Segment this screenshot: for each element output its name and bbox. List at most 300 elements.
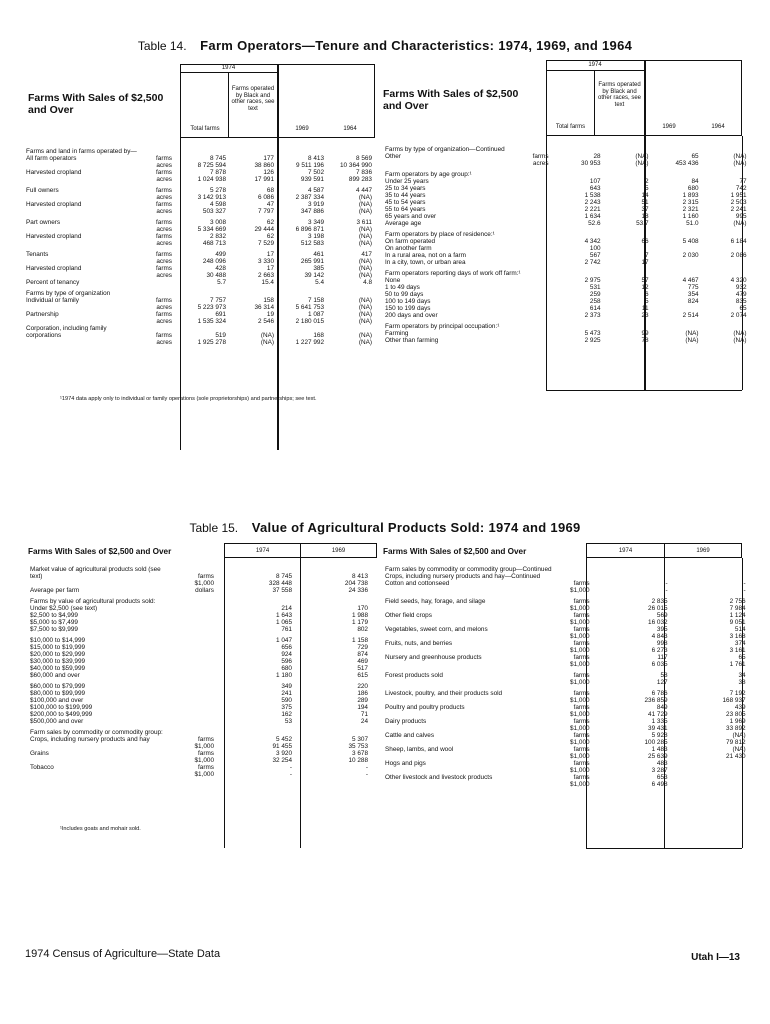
row-unit: farms xyxy=(573,690,590,697)
t14-left-table xyxy=(24,148,374,346)
row-unit xyxy=(554,566,594,573)
cell-value: 8 569 xyxy=(356,155,372,162)
row-label: Percent of tenancy xyxy=(26,279,80,286)
row-unit xyxy=(523,206,553,213)
row-unit xyxy=(523,270,553,277)
row-unit: $1,000 xyxy=(570,587,590,594)
row-unit: farms xyxy=(573,732,590,739)
row-label: Harvested cropland xyxy=(26,201,82,208)
cell-value: 6 896 871 xyxy=(295,226,324,233)
cell-value: 8 745 xyxy=(276,573,292,580)
page-footer-title: 1974 Census of Agriculture—State Data xyxy=(25,948,221,960)
cell-value: 3 168 xyxy=(729,633,746,640)
cell-value: 483 xyxy=(656,760,668,767)
table-14-title xyxy=(0,38,770,53)
cell-value: 66 xyxy=(641,238,649,245)
cell-value: 37 xyxy=(641,206,649,213)
cell-value: 4 320 xyxy=(730,277,747,284)
row-unit: $1,000 xyxy=(570,753,590,760)
cell-value xyxy=(603,231,651,238)
table-row xyxy=(383,330,749,337)
cell-value xyxy=(553,270,603,277)
row-label: $5,000 to $7,499 xyxy=(30,619,78,626)
row-label: Dairy products xyxy=(385,718,427,725)
table-row xyxy=(24,258,374,265)
cell-value: 7 192 xyxy=(729,690,746,697)
row-unit: farms xyxy=(573,760,590,767)
row-unit: farms xyxy=(156,169,172,176)
cell-value: 79 812 xyxy=(726,739,746,746)
cell-value: (NA) xyxy=(358,339,372,346)
cell-value: 7 878 xyxy=(210,169,226,176)
cell-value: 41 729 xyxy=(648,711,668,718)
table-row xyxy=(28,612,370,619)
cell-value xyxy=(651,171,701,178)
row-unit: $1,000 xyxy=(570,661,590,668)
table-row xyxy=(28,658,370,665)
cell-value: 3 330 xyxy=(258,258,274,265)
table-row xyxy=(383,605,748,612)
cell-value: 3 919 xyxy=(308,201,324,208)
row-label: Other than farming xyxy=(385,337,439,344)
cell-value: 596 xyxy=(281,658,292,665)
table-row xyxy=(24,155,374,162)
cell-value: 53 xyxy=(284,718,292,725)
t15-right-col-1974: 1974 xyxy=(618,548,633,554)
table-row xyxy=(28,651,370,658)
row-unit: acres xyxy=(156,339,172,346)
row-unit xyxy=(178,612,218,619)
row-label: On another farm xyxy=(385,245,432,252)
row-unit xyxy=(554,573,594,580)
cell-value: (NA) xyxy=(358,332,372,339)
row-unit xyxy=(523,337,553,344)
row-label: text) xyxy=(30,573,43,580)
row-label xyxy=(28,757,178,764)
row-label: $15,000 to $19,999 xyxy=(30,644,86,651)
table-row xyxy=(383,640,748,647)
cell-value: 590 xyxy=(281,697,292,704)
row-label xyxy=(24,304,142,311)
row-label: $40,000 to $59,999 xyxy=(30,665,86,672)
cell-value: 162 xyxy=(281,711,292,718)
table-row xyxy=(24,311,374,318)
row-label: Field seeds, hay, forage, and silage xyxy=(385,598,486,605)
cell-value: 186 xyxy=(357,690,368,697)
row-label: $100,000 and over xyxy=(30,697,84,704)
cell-value: 939 591 xyxy=(300,176,324,183)
cell-value: 2 221 xyxy=(584,206,601,213)
row-unit xyxy=(523,305,553,312)
row-unit: $1,000 xyxy=(570,633,590,640)
table-row xyxy=(24,201,374,208)
row-unit: $1,000 xyxy=(570,739,590,746)
table-row xyxy=(24,339,374,346)
cell-value: 117 xyxy=(657,654,668,661)
cell-value: 567 xyxy=(589,252,601,259)
row-label xyxy=(383,711,554,718)
row-unit xyxy=(178,690,218,697)
cell-value: 1 643 xyxy=(276,612,292,619)
cell-value: 998 xyxy=(656,640,668,647)
row-label: Grains xyxy=(30,750,49,757)
cell-value: 65 xyxy=(738,654,746,661)
row-unit: acres xyxy=(156,240,172,247)
row-label: Vegetables, sweet corn, and melons xyxy=(385,626,488,633)
table-14-heading: Farm Operators—Tenure and Characteristics: 1974, 1969, and 1964 xyxy=(200,38,633,53)
row-label: In a city, town, or urban area xyxy=(385,259,466,266)
row-label: Market value of agricultural products sold (see xyxy=(30,566,161,573)
cell-value: 15.4 xyxy=(261,279,274,286)
table-row xyxy=(383,337,749,344)
t14-footnote: ¹1974 data apply only to individual or family operations (sole proprietorships) and partnerships; see text. xyxy=(60,396,317,402)
table-row xyxy=(28,573,370,580)
table-row xyxy=(383,718,748,725)
row-label xyxy=(28,771,178,778)
table-row xyxy=(383,774,748,781)
cell-value: 36 314 xyxy=(254,304,274,311)
table-row xyxy=(383,739,748,746)
row-label: $30,000 to $39,999 xyxy=(30,658,86,665)
cell-value: 5 307 xyxy=(352,736,368,743)
cell-value: 742 xyxy=(735,185,747,192)
cell-value: 2 835 xyxy=(651,598,668,605)
table-row xyxy=(383,298,749,305)
row-label: Farms by type of organization—Continued xyxy=(385,146,505,153)
cell-value: 374 xyxy=(734,640,746,647)
row-label: corporations xyxy=(26,332,62,339)
cell-value: 824 xyxy=(687,298,699,305)
cell-value: 7 529 xyxy=(258,240,274,247)
row-unit: farms xyxy=(573,654,590,661)
row-unit xyxy=(523,259,553,266)
row-unit: farms xyxy=(532,153,549,160)
row-unit: $1,000 xyxy=(570,619,590,626)
cell-value: 30 488 xyxy=(206,272,226,279)
cell-value: 2 180 015 xyxy=(295,318,324,325)
cell-value: 1 925 278 xyxy=(197,339,226,346)
cell-value: 2 086 xyxy=(730,252,747,259)
row-label xyxy=(383,725,554,732)
row-label xyxy=(383,633,554,640)
table-row xyxy=(28,690,370,697)
table-row xyxy=(28,644,370,651)
cell-value: 39 431 xyxy=(648,725,668,732)
row-unit: acres xyxy=(532,160,549,167)
row-label xyxy=(24,194,142,201)
table-row xyxy=(383,206,749,213)
cell-value: - xyxy=(365,764,368,771)
table-row xyxy=(383,580,748,587)
row-label: On farm operated xyxy=(385,238,436,245)
cell-value: 62 xyxy=(266,233,274,240)
row-label: Poultry and poultry products xyxy=(385,704,465,711)
cell-value: (NA) xyxy=(635,153,649,160)
cell-value: 761 xyxy=(281,626,292,633)
table-row xyxy=(28,566,370,573)
row-unit: farms xyxy=(156,265,172,272)
cell-value: 328 448 xyxy=(268,580,292,587)
row-unit xyxy=(523,245,553,252)
table-row xyxy=(383,672,748,679)
cell-value: 1 047 xyxy=(276,637,292,644)
cell-value: 5 408 xyxy=(682,238,699,245)
cell-value xyxy=(603,245,651,252)
table-row xyxy=(28,683,370,690)
cell-value: (NA) xyxy=(358,304,372,311)
cell-value: (NA) xyxy=(733,330,747,337)
table-row xyxy=(383,220,749,227)
cell-value xyxy=(603,270,651,277)
cell-value: 461 xyxy=(313,251,324,258)
cell-value: 643 xyxy=(589,185,601,192)
row-unit xyxy=(142,325,176,332)
row-unit xyxy=(178,683,218,690)
row-unit: $1,000 xyxy=(194,771,214,778)
cell-value: 2 387 334 xyxy=(295,194,324,201)
row-label xyxy=(383,697,554,704)
cell-value: 100 xyxy=(589,245,601,252)
table-row xyxy=(28,729,370,736)
table-row xyxy=(383,160,749,167)
cell-value: 1 087 xyxy=(308,311,324,318)
cell-value: 479 xyxy=(735,291,747,298)
cell-value: 9 051 xyxy=(729,619,746,626)
cell-value: 35 753 xyxy=(348,743,368,750)
cell-value xyxy=(176,325,228,332)
row-unit xyxy=(178,637,218,644)
cell-value: 802 xyxy=(357,626,368,633)
cell-value: 6 786 xyxy=(651,690,668,697)
cell-value: 468 713 xyxy=(202,240,226,247)
row-unit: $1,000 xyxy=(570,711,590,718)
cell-value xyxy=(176,290,228,297)
cell-value: 2 503 xyxy=(730,199,747,206)
cell-value: 615 xyxy=(357,672,368,679)
table-row xyxy=(28,580,370,587)
cell-value: 9 511 196 xyxy=(296,162,324,169)
cell-value: - xyxy=(289,764,292,771)
cell-value: 241 xyxy=(281,690,292,697)
cell-value: 14 xyxy=(641,192,649,199)
cell-value: 1 634 xyxy=(584,213,601,220)
row-label: 50 to 99 days xyxy=(385,291,424,298)
table-row xyxy=(28,672,370,679)
cell-value: 8 413 xyxy=(352,573,368,580)
row-label xyxy=(383,679,554,686)
row-unit xyxy=(523,252,553,259)
cell-value: 33 892 xyxy=(726,725,746,732)
cell-value xyxy=(228,290,276,297)
row-unit xyxy=(523,178,553,185)
cell-value: 4 467 xyxy=(682,277,699,284)
row-label: Farming xyxy=(385,330,409,337)
row-unit xyxy=(142,279,176,286)
cell-value: 6 498 xyxy=(651,781,668,788)
row-label: Part owners xyxy=(26,219,61,226)
row-label: Harvested cropland xyxy=(26,169,82,176)
table-row xyxy=(24,169,374,176)
row-label: Tobacco xyxy=(30,764,54,771)
table-row xyxy=(383,626,748,633)
row-unit: farms xyxy=(573,774,590,781)
cell-value: 517 xyxy=(357,665,368,672)
row-label: Crops, including nursery products and hay—Continued xyxy=(385,573,541,580)
row-unit: $1,000 xyxy=(570,679,590,686)
table-row xyxy=(28,637,370,644)
row-label xyxy=(383,767,554,774)
cell-value: 512 583 xyxy=(300,240,324,247)
cell-value: 5 xyxy=(645,298,649,305)
row-unit: $1,000 xyxy=(194,580,214,587)
cell-value: (NA) xyxy=(635,160,649,167)
row-unit: dollars xyxy=(195,587,214,594)
cell-value: (NA) xyxy=(733,220,747,227)
row-label: Harvested cropland xyxy=(26,265,82,272)
table-row xyxy=(383,767,748,774)
cell-value: (NA) xyxy=(358,272,372,279)
table-row xyxy=(383,566,748,573)
cell-value: 5.7 xyxy=(217,279,226,286)
row-label: 1 to 49 days xyxy=(385,284,420,291)
table-row xyxy=(24,176,374,183)
row-unit xyxy=(523,192,553,199)
row-unit xyxy=(178,665,218,672)
table-row xyxy=(24,279,374,286)
cell-value: (NA) xyxy=(732,746,746,753)
table-row xyxy=(28,718,370,725)
row-label: In a rural area, not on a farm xyxy=(385,252,466,259)
table-row xyxy=(383,146,749,153)
cell-value: 3 611 xyxy=(356,219,372,226)
row-label: $500,000 and over xyxy=(30,718,84,725)
cell-value xyxy=(670,781,748,788)
row-label: Farm sales by commodity or commodity group: xyxy=(30,729,163,736)
cell-value: 1 180 xyxy=(276,672,292,679)
table-row xyxy=(28,665,370,672)
cell-value: 194 xyxy=(357,704,368,711)
cell-value: 4 447 xyxy=(356,187,372,194)
row-label: Other field crops xyxy=(385,612,432,619)
cell-value: 21 430 xyxy=(726,753,746,760)
cell-value: 5 xyxy=(645,185,649,192)
cell-value: 39 142 xyxy=(304,272,324,279)
row-unit: acres xyxy=(156,258,172,265)
row-label: Farms by type of organization xyxy=(26,290,111,297)
table-row xyxy=(383,291,749,298)
cell-value: 614 xyxy=(589,305,601,312)
row-label xyxy=(24,272,142,279)
table-row xyxy=(28,743,370,750)
cell-value xyxy=(276,325,326,332)
cell-value: 924 xyxy=(281,651,292,658)
table-row xyxy=(383,679,748,686)
cell-value: 680 xyxy=(281,665,292,672)
cell-value: 849 xyxy=(656,704,668,711)
cell-value: 3 142 913 xyxy=(197,194,226,201)
row-label: All farm operators xyxy=(26,155,77,162)
cell-value: 4 342 xyxy=(584,238,601,245)
cell-value: (NA) xyxy=(358,240,372,247)
t14-right-col-1964: 1964 xyxy=(711,124,725,130)
cell-value xyxy=(701,231,749,238)
row-label xyxy=(24,176,142,183)
cell-value: 71 xyxy=(360,711,368,718)
cell-value xyxy=(670,767,748,774)
row-label: $60,000 to $79,999 xyxy=(30,683,86,690)
row-unit: farms xyxy=(198,736,214,743)
cell-value xyxy=(651,146,701,153)
row-unit xyxy=(523,238,553,245)
table-row xyxy=(383,284,749,291)
cell-value: 4 587 xyxy=(308,187,324,194)
row-unit xyxy=(178,697,218,704)
cell-value xyxy=(701,245,749,252)
t15-left-table xyxy=(28,566,370,778)
row-unit xyxy=(523,171,553,178)
cell-value: 2 975 xyxy=(584,277,601,284)
cell-value: 3 198 xyxy=(308,233,324,240)
cell-value xyxy=(594,573,670,580)
cell-value: 932 xyxy=(735,284,747,291)
t14-right-heading: Farms With Sales of $2,500 and Over xyxy=(383,88,519,112)
row-label: Forest products sold xyxy=(385,672,443,679)
cell-value: 53.7 xyxy=(636,220,649,227)
cell-value: 3 287 xyxy=(651,767,668,774)
cell-value: 1 227 992 xyxy=(295,339,324,346)
row-label: Farms and land in farms operated by— xyxy=(26,148,137,155)
cell-value: 1 065 xyxy=(276,619,292,626)
row-label: Under 25 years xyxy=(385,178,429,185)
cell-value xyxy=(294,729,370,736)
cell-value: 691 xyxy=(215,311,226,318)
table-row xyxy=(383,252,749,259)
t15-right-col-1969: 1969 xyxy=(696,548,710,554)
table-row xyxy=(24,332,374,339)
row-label: Fruits, nuts, and berries xyxy=(385,640,453,647)
row-unit: $1,000 xyxy=(570,781,590,788)
cell-value xyxy=(294,566,370,573)
cell-value xyxy=(701,323,749,330)
table-row xyxy=(28,598,370,605)
row-unit: farms xyxy=(156,201,172,208)
row-unit: farms xyxy=(198,750,214,757)
cell-value xyxy=(553,171,603,178)
cell-value: 58 xyxy=(660,672,668,679)
row-unit xyxy=(178,644,218,651)
cell-value: 68 xyxy=(266,187,274,194)
cell-value: 2 546 xyxy=(258,318,274,325)
t14-right-col-total: Total farms xyxy=(555,124,586,130)
cell-value: 204 738 xyxy=(344,580,368,587)
cell-value xyxy=(670,760,748,767)
cell-value xyxy=(670,566,748,573)
cell-value: 23 805 xyxy=(726,711,746,718)
row-label: None xyxy=(385,277,401,284)
t14-left-col-black: Farms operated by Black and other races, see text xyxy=(231,86,275,112)
cell-value: (NA) xyxy=(358,265,372,272)
cell-value: 1 969 xyxy=(729,718,746,725)
cell-value: (NA) xyxy=(358,311,372,318)
cell-value: - xyxy=(289,771,292,778)
t14-right-col-1969: 1969 xyxy=(662,124,676,130)
t14-left-col-1974: 1974 xyxy=(221,65,236,71)
table-row xyxy=(28,704,370,711)
cell-value: - xyxy=(743,580,746,587)
cell-value: 17 991 xyxy=(254,176,274,183)
cell-value: 37 558 xyxy=(272,587,292,594)
cell-value: 177 xyxy=(263,155,274,162)
